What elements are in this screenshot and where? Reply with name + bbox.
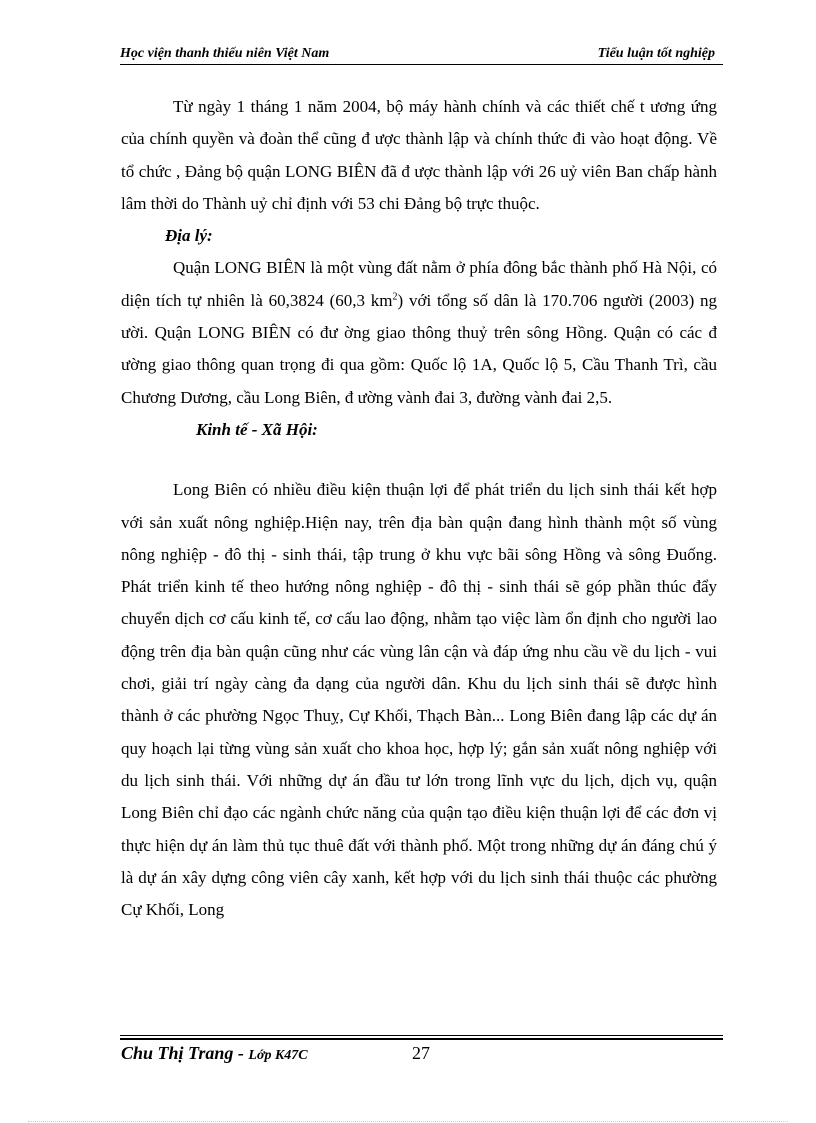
header-institution: Học viện thanh thiếu niên Việt Nam [120,46,330,61]
header-rule [120,64,723,65]
page-header [120,46,723,66]
footer-separator: - [233,1043,249,1063]
paragraph-geography [121,252,717,413]
superscript-2: 2 [392,291,398,303]
geography-text-part2: ) với tổng số dân là 170.706 người (2003) ng ười. Quận LONG BIÊN có đư ờng giao thông thuỷ trên sông Hồng. Quận có các đ ường giao thông quan trọng đi qua gồm: Quốc lộ 1A, Quốc lộ 5, Cầu Thanh Trì, cầu Chương Dương, cầu Long Biên, đ ường vành đai 3, đường vành đai 2,5. [121,290,718,407]
document-body [121,91,717,926]
page-edge-dotted-line [28,1121,788,1122]
header-document-type: Tiểu luận tốt nghiệp [597,46,715,61]
spacer [121,446,717,474]
paragraph-administration: Từ ngày 1 tháng 1 năm 2004, bộ máy hành chính và các thiết chế t ương ứng của chính quyền và đoàn thể cũng đ ược thành lập và chính thức đi vào hoạt động. Về tổ chức , Đảng bộ quận LONG BIÊN đã đ ược thành lập với 26 uỷ viên Ban chấp hành lâm thời do Thành uỷ chỉ định với 53 chi Đảng bộ trực thuộc. [121,97,717,213]
heading-geography: Địa lý: [165,226,213,246]
page-number: 27 [412,1043,430,1063]
paragraph-economy: Long Biên có nhiều điều kiện thuận lợi để phát triển du lịch sinh thái kết hợp với sản xuất nông nghiệp.Hiện nay, trên địa bàn quận đang hình thành một số vùng nông nghiệp - đô thị - sinh thái, tập trung ở khu vực bãi sông Hồng và sông Đuống. Phát triển kinh tế theo hướng nông nghiệp - đô thị - sinh thái sẽ góp phần thúc đẩy chuyển dịch cơ cấu kinh tế, cơ cấu lao động, nhằm tạo việc làm ổn định cho người lao động trên địa bàn quận cũng như các vùng lân cận và đáp ứng nhu cầu về du lịch - vui chơi, giải trí ngày càng đa dạng của người dân. Khu du lịch sinh thái sẽ được hình thành ở các phường Ngọc Thuỵ, Cự Khối, Thạch Bàn... Long Biên đang lập các dự án quy hoạch lại từng vùng sản xuất cho khoa học, hợp lý; gắn sản xuất nông nghiệp với du lịch sinh thái. Với những dự án đầu tư lớn trong lĩnh vực du lịch, dịch vụ, quận Long Biên chỉ đạo các ngành chức năng của quận tạo điều kiện thuận lợi để các đơn vị thực hiện dự án làm thủ tục thuê đất với thành phố. Một trong những dự án đáng chú ý là dự án xây dựng công viên cây xanh, kết hợp với du lịch sinh thái thuộc các phường Cự Khối, Long [121,480,717,920]
page-footer [121,1043,721,1065]
footer-author: Chu Thị Trang [121,1043,234,1063]
heading-economy-society: Kinh tế - Xã Hội: [196,419,318,439]
footer-rule-thick [120,1038,723,1040]
footer-rule-thin [120,1035,723,1036]
geography-text-part1: Quận LONG BIÊN là một vùng đất nằm ở phía đông bắc thành phố Hà Nội, có diện tích tự nhiên là 60,3824 (60,3 km [121,258,717,310]
footer-class: Lớp K47C [248,1048,308,1063]
